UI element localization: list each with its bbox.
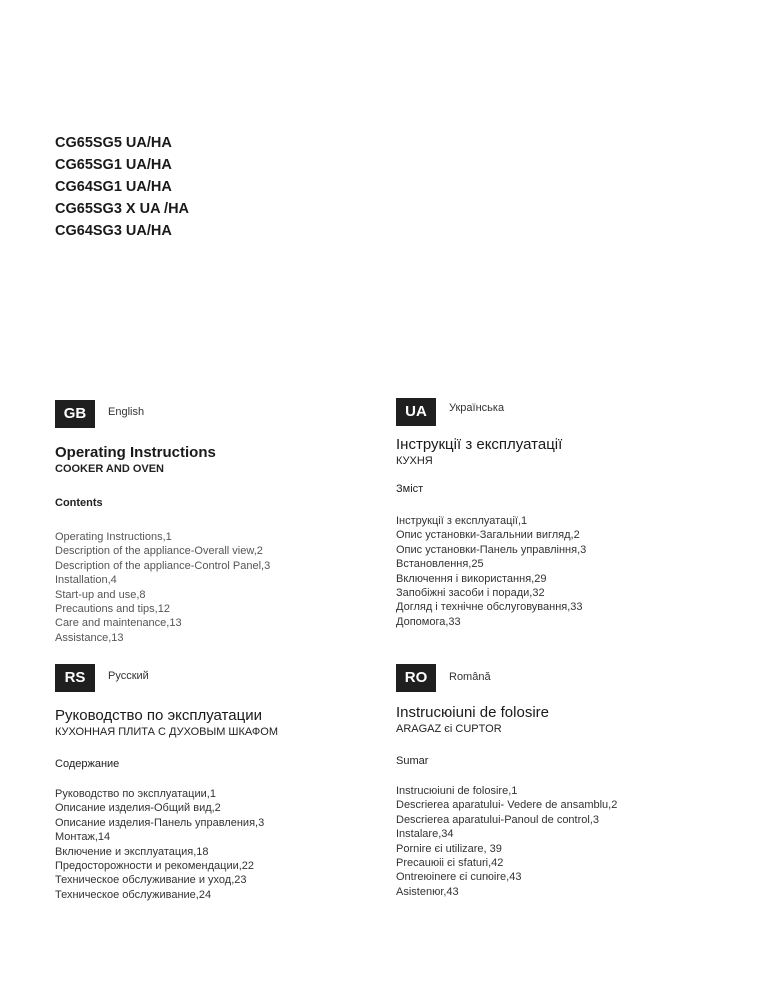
section-ukrainian xyxy=(396,398,726,629)
toc-item[interactable]: Монтаж,14 xyxy=(55,831,111,844)
table-of-contents xyxy=(396,514,726,629)
language-name: English xyxy=(108,406,145,418)
toc-item[interactable]: Descrierea aparatului- Vedere de ansamblu,2 xyxy=(396,799,618,812)
toc-item[interactable]: Допомога,33 xyxy=(396,615,461,628)
section-subtitle: ARAGAZ єi CUPTOR xyxy=(396,723,502,735)
section-subtitle: КУХНЯ xyxy=(396,455,433,467)
toc-item[interactable]: Instalare,34 xyxy=(396,828,454,841)
section-header xyxy=(396,398,726,428)
toc-item[interactable]: Precautions and tips,12 xyxy=(55,603,170,616)
toc-item[interactable]: Запобіжні засоби і поради,32 xyxy=(396,587,545,600)
table-of-contents xyxy=(55,787,385,902)
section-subtitle: COOKER AND OVEN xyxy=(55,463,164,475)
toc-item[interactable]: Описание изделия-Панель управления,3 xyxy=(55,816,265,829)
toc-item[interactable]: Встановлення,25 xyxy=(396,558,484,571)
toc-item[interactable]: Оntreюinere єi curюire,43 xyxy=(396,871,522,884)
toc-item[interactable]: Догляд і технічне обслуговування,33 xyxy=(396,601,583,614)
toc-item[interactable]: Техническое обслуживание,24 xyxy=(55,888,212,901)
toc-item[interactable]: Техническое обслуживание и уход,23 xyxy=(55,874,247,887)
toc-item[interactable]: Installation,4 xyxy=(55,574,117,587)
toc-item[interactable]: Descrierea aparatului-Panoul de control,3 xyxy=(396,813,600,826)
language-name: Українська xyxy=(449,402,505,414)
toc-item[interactable]: Description of the appliance-Overall view,2 xyxy=(55,545,263,558)
toc-item[interactable]: Описание изделия-Общий вид,2 xyxy=(55,802,221,815)
model-list xyxy=(55,132,189,242)
table-of-contents xyxy=(55,530,385,645)
toc-item[interactable]: Опис установки-Загальнии вигляд,2 xyxy=(396,529,580,542)
table-of-contents xyxy=(396,784,726,899)
toc-item[interactable]: Предосторожности и рекомендации,22 xyxy=(55,860,255,873)
toc-item[interactable]: Precauюii єi sfaturi,42 xyxy=(396,857,504,870)
model-number: CG65SG1 UA/HA xyxy=(55,157,172,173)
language-badge: GB xyxy=(55,400,95,428)
model-number: CG65SG3 X UA /HA xyxy=(55,201,190,217)
toc-item[interactable]: Assistance,13 xyxy=(55,631,124,644)
toc-item[interactable]: Включение и эксплуатация,18 xyxy=(55,845,209,858)
toc-item[interactable]: Опис установки-Панель управління,3 xyxy=(396,543,587,556)
toc-item[interactable]: Start-up and use,8 xyxy=(55,588,146,601)
language-badge: RO xyxy=(396,664,436,692)
contents-heading: Содержание xyxy=(55,758,120,770)
language-name: Русский xyxy=(108,670,149,682)
section-subtitle: КУХОННАЯ ПЛИТА С ДУХОВЫМ ШКАФОМ xyxy=(55,726,278,738)
model-number: CG64SG3 UA/HA xyxy=(55,223,172,239)
contents-heading: Contents xyxy=(55,497,103,509)
section-russian xyxy=(55,664,385,902)
toc-item[interactable]: Description of the appliance-Control Panel,3 xyxy=(55,559,271,572)
toc-item[interactable]: Включення і використання,29 xyxy=(396,572,547,585)
section-title: Operating Instructions xyxy=(55,444,216,461)
section-title: Instrucюiuni de folosire xyxy=(396,704,549,721)
section-romanian xyxy=(396,664,726,899)
toc-item[interactable]: Pornire єi utilizare, 39 xyxy=(396,842,502,855)
section-header xyxy=(55,400,385,430)
toc-item[interactable]: Operating Instructions,1 xyxy=(55,531,172,543)
toc-item[interactable]: Руководство по эксплуатации,1 xyxy=(55,788,216,800)
section-english xyxy=(55,400,385,645)
section-title: Руководство по эксплуатации xyxy=(55,707,262,724)
language-name: Română xyxy=(449,671,491,683)
language-badge: RS xyxy=(55,664,95,692)
model-number: CG64SG1 UA/HA xyxy=(55,179,172,195)
toc-item[interactable]: Care and maintenance,13 xyxy=(55,617,182,630)
section-title: Інструкції з експлуатації xyxy=(396,436,563,453)
language-badge: UA xyxy=(396,398,436,426)
toc-item[interactable]: Інструкції з експлуатації,1 xyxy=(396,515,528,527)
section-header xyxy=(55,664,385,694)
model-number: CG65SG5 UA/HA xyxy=(55,135,172,151)
section-header xyxy=(396,664,726,694)
toc-item[interactable]: Instrucюiuni de folosire,1 xyxy=(396,785,518,797)
toc-item[interactable]: Asistenюr,43 xyxy=(396,885,459,898)
contents-heading: Sumar xyxy=(396,755,429,767)
contents-heading: Зміст xyxy=(396,483,424,495)
